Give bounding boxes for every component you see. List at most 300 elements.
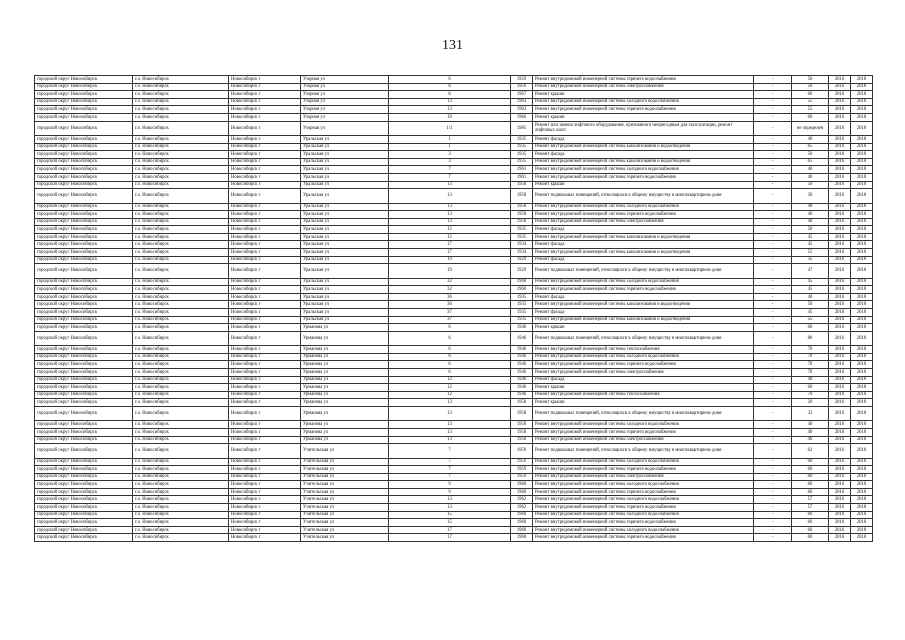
cell-dash: -: [754, 331, 792, 345]
table-row: [35, 519, 873, 527]
cell-year-end: 2018: [851, 473, 873, 481]
cell-work-type: Ремонт внутридомовой инженерной системы холодного водоснабжения: [533, 203, 754, 211]
cell-area-value: 50: [792, 151, 829, 159]
table-row: [35, 331, 873, 345]
cell-area-value: 20: [792, 399, 829, 407]
cell-municipality: г.о. Новосибирск: [133, 331, 229, 345]
cell-year-start: 2016: [829, 278, 851, 286]
cell-year-end: 2018: [851, 444, 873, 458]
cell-city: Новосибирск г: [229, 458, 301, 466]
cell-year-start: 2016: [829, 324, 851, 332]
cell-year-built: 1959: [511, 466, 533, 474]
cell-district: городской округ Новосибирск: [35, 444, 133, 458]
cell-street: Уральская ул: [301, 241, 389, 249]
cell-street: Урманова ул: [301, 353, 389, 361]
cell-district: городской округ Новосибирск: [35, 526, 133, 534]
cell-work-type: Ремонт крыши: [533, 113, 754, 121]
cell-district: городской округ Новосибирск: [35, 324, 133, 332]
cell-street: Уральская ул: [301, 151, 389, 159]
cell-area-value: 50: [792, 226, 829, 234]
cell-street: Урманова ул: [301, 406, 389, 420]
cell-year-start: 2016: [829, 346, 851, 354]
cell-municipality: г.о. Новосибирск: [133, 91, 229, 99]
cell-year-end: 2018: [851, 113, 873, 121]
cell-dash: -: [754, 189, 792, 203]
cell-city: Новосибирск г: [229, 121, 301, 135]
table-row: [35, 458, 873, 466]
cell-municipality: г.о. Новосибирск: [133, 511, 229, 519]
cell-house-number: 6: [389, 361, 511, 369]
cell-area-value: 65: [792, 158, 829, 166]
cell-area-value: 40: [792, 376, 829, 384]
cell-street: Уральская ул: [301, 189, 389, 203]
table-row: [35, 504, 873, 512]
cell-street: Уральская ул: [301, 301, 389, 309]
cell-house-number: 17: [389, 526, 511, 534]
cell-dash: -: [754, 511, 792, 519]
cell-year-start: 2016: [829, 226, 851, 234]
cell-house-number: 6: [389, 353, 511, 361]
cell-year-built: 1935: [511, 151, 533, 159]
cell-street: Урманова ул: [301, 368, 389, 376]
cell-municipality: г.о. Новосибирск: [133, 189, 229, 203]
cell-district: городской округ Новосибирск: [35, 233, 133, 241]
cell-work-type: Ремонт внутридомовой инженерной системы горячего водоснабжения: [533, 534, 754, 542]
cell-dash: -: [754, 534, 792, 542]
cell-work-type: Ремонт внутридомовой инженерной системы холодного водоснабжения: [533, 278, 754, 286]
cell-year-end: 2018: [851, 166, 873, 174]
table-row: [35, 309, 873, 317]
cell-area-value: 60: [792, 481, 829, 489]
cell-street: Уральская ул: [301, 316, 389, 324]
cell-municipality: г.о. Новосибирск: [133, 444, 229, 458]
cell-year-end: 2018: [851, 466, 873, 474]
cell-year-built: 1959: [511, 76, 533, 84]
cell-district: городской округ Новосибирск: [35, 241, 133, 249]
cell-municipality: г.о. Новосибирск: [133, 346, 229, 354]
table-row: [35, 203, 873, 211]
cell-dash: -: [754, 106, 792, 114]
cell-area-value: 35: [792, 256, 829, 264]
cell-city: Новосибирск г: [229, 346, 301, 354]
cell-dash: -: [754, 203, 792, 211]
cell-city: Новосибирск г: [229, 391, 301, 399]
cell-city: Новосибирск г: [229, 256, 301, 264]
cell-district: городской округ Новосибирск: [35, 181, 133, 189]
cell-city: Новосибирск г: [229, 511, 301, 519]
cell-year-end: 2018: [851, 249, 873, 257]
cell-street: Учительская ул: [301, 488, 389, 496]
cell-area-value: 57: [792, 496, 829, 504]
cell-year-built: 1935: [511, 226, 533, 234]
cell-municipality: г.о. Новосибирск: [133, 368, 229, 376]
cell-year-start: 2016: [829, 368, 851, 376]
cell-work-type: Ремонт фасада: [533, 241, 754, 249]
cell-district: городской округ Новосибирск: [35, 135, 133, 143]
cell-dash: -: [754, 241, 792, 249]
cell-street: Уральская ул: [301, 181, 389, 189]
cell-dash: -: [754, 293, 792, 301]
cell-municipality: г.о. Новосибирск: [133, 293, 229, 301]
cell-year-end: 2018: [851, 226, 873, 234]
cell-year-built: 1935: [511, 158, 533, 166]
cell-street: Узорная ул: [301, 91, 389, 99]
cell-dash: -: [754, 218, 792, 226]
cell-district: городской округ Новосибирск: [35, 421, 133, 429]
cell-work-type: Ремонт внутридомовой инженерной системы теплоснабжения: [533, 346, 754, 354]
cell-city: Новосибирск г: [229, 98, 301, 106]
cell-year-end: 2018: [851, 121, 873, 135]
cell-street: Урманова ул: [301, 421, 389, 429]
table-row: [35, 481, 873, 489]
cell-municipality: г.о. Новосибирск: [133, 361, 229, 369]
cell-year-end: 2018: [851, 241, 873, 249]
cell-house-number: 6: [389, 83, 511, 91]
cell-year-end: 2018: [851, 481, 873, 489]
table-row: [35, 264, 873, 278]
table-row: [35, 98, 873, 106]
table-row: [35, 121, 873, 135]
cell-house-number: 6: [389, 346, 511, 354]
cell-street: Учительская ул: [301, 496, 389, 504]
cell-year-start: 2016: [829, 173, 851, 181]
cell-city: Новосибирск г: [229, 534, 301, 542]
cell-area-value: 70: [792, 353, 829, 361]
table-row: [35, 189, 873, 203]
cell-work-type: Ремонт фасада: [533, 376, 754, 384]
cell-area-value: 40: [792, 135, 829, 143]
cell-year-end: 2018: [851, 218, 873, 226]
cell-area-value: 40: [792, 211, 829, 219]
cell-year-start: 2016: [829, 406, 851, 420]
cell-year-end: 2018: [851, 143, 873, 151]
cell-dash: -: [754, 301, 792, 309]
cell-year-end: 2018: [851, 316, 873, 324]
cell-work-type: Ремонт крыши: [533, 399, 754, 407]
cell-district: городской округ Новосибирск: [35, 481, 133, 489]
cell-area-value: 40: [792, 436, 829, 444]
cell-house-number: 36: [389, 293, 511, 301]
cell-work-type: Ремонт внутридомовой инженерной системы горячего водоснабжения: [533, 488, 754, 496]
cell-dash: -: [754, 233, 792, 241]
cell-city: Новосибирск г: [229, 444, 301, 458]
cell-work-type: Ремонт внутридомовой инженерной системы горячего водоснабжения: [533, 361, 754, 369]
cell-house-number: 37: [389, 316, 511, 324]
cell-district: городской округ Новосибирск: [35, 496, 133, 504]
cell-area-value: 60: [792, 519, 829, 527]
table-row: [35, 286, 873, 294]
cell-area-value: 70: [792, 368, 829, 376]
cell-municipality: г.о. Новосибирск: [133, 121, 229, 135]
cell-municipality: г.о. Новосибирск: [133, 466, 229, 474]
cell-house-number: 13: [389, 428, 511, 436]
cell-municipality: г.о. Новосибирск: [133, 76, 229, 84]
cell-street: Узорная ул: [301, 106, 389, 114]
cell-year-end: 2018: [851, 181, 873, 189]
cell-year-start: 2016: [829, 353, 851, 361]
cell-year-built: 1961: [511, 166, 533, 174]
cell-dash: -: [754, 384, 792, 392]
cell-dash: -: [754, 76, 792, 84]
table-row: [35, 526, 873, 534]
table-row: [35, 301, 873, 309]
cell-municipality: г.о. Новосибирск: [133, 421, 229, 429]
table-row: [35, 256, 873, 264]
cell-dash: -: [754, 173, 792, 181]
cell-district: городской округ Новосибирск: [35, 519, 133, 527]
table-row: [35, 473, 873, 481]
cell-year-end: 2018: [851, 376, 873, 384]
cell-year-built: 1960: [511, 519, 533, 527]
cell-district: городской округ Новосибирск: [35, 211, 133, 219]
cell-district: городской округ Новосибирск: [35, 384, 133, 392]
cell-year-built: 1946: [511, 368, 533, 376]
cell-area-value: 50: [792, 83, 829, 91]
cell-dash: -: [754, 211, 792, 219]
cell-area-value: 45: [792, 286, 829, 294]
cell-district: городской округ Новосибирск: [35, 189, 133, 203]
cell-dash: -: [754, 346, 792, 354]
cell-year-built: 1946: [511, 324, 533, 332]
cell-municipality: г.о. Новосибирск: [133, 488, 229, 496]
cell-year-end: 2018: [851, 106, 873, 114]
cell-dash: -: [754, 309, 792, 317]
cell-year-start: 2016: [829, 361, 851, 369]
table-row: [35, 151, 873, 159]
cell-year-built: 1963: [511, 106, 533, 114]
cell-street: Уральская ул: [301, 309, 389, 317]
cell-year-built: 1960: [511, 481, 533, 489]
cell-city: Новосибирск г: [229, 353, 301, 361]
table-row: [35, 316, 873, 324]
cell-work-type: Ремонт внутридомовой инженерной системы горячего водоснабжения: [533, 466, 754, 474]
cell-street: Учительская ул: [301, 534, 389, 542]
cell-district: городской округ Новосибирск: [35, 353, 133, 361]
cell-district: городской округ Новосибирск: [35, 106, 133, 114]
cell-year-end: 2018: [851, 173, 873, 181]
cell-area-value: 40: [792, 428, 829, 436]
cell-district: городской округ Новосибирск: [35, 391, 133, 399]
cell-year-start: 2016: [829, 135, 851, 143]
cell-dash: -: [754, 496, 792, 504]
cell-work-type: Ремонт внутридомовой инженерной системы холодного водоснабжения: [533, 353, 754, 361]
capital-repair-table: [34, 75, 873, 542]
cell-city: Новосибирск г: [229, 211, 301, 219]
cell-district: городской округ Новосибирск: [35, 98, 133, 106]
cell-area-value: 60: [792, 526, 829, 534]
cell-work-type: Ремонт внутридомовой инженерной системы холодного водоснабжения: [533, 511, 754, 519]
cell-dash: -: [754, 473, 792, 481]
cell-city: Новосибирск г: [229, 376, 301, 384]
cell-year-start: 2016: [829, 421, 851, 429]
cell-city: Новосибирск г: [229, 368, 301, 376]
cell-dash: -: [754, 504, 792, 512]
cell-year-start: 2016: [829, 151, 851, 159]
cell-year-end: 2018: [851, 83, 873, 91]
cell-year-end: 2018: [851, 504, 873, 512]
cell-house-number: 13: [389, 98, 511, 106]
table-row: [35, 181, 873, 189]
cell-year-end: 2018: [851, 256, 873, 264]
table-row: [35, 488, 873, 496]
cell-year-start: 2016: [829, 106, 851, 114]
table-row: [35, 384, 873, 392]
cell-year-start: 2016: [829, 391, 851, 399]
cell-area-value: 60: [792, 511, 829, 519]
cell-year-built: 1946: [511, 391, 533, 399]
cell-city: Новосибирск г: [229, 324, 301, 332]
cell-year-start: 2016: [829, 384, 851, 392]
cell-year-start: 2016: [829, 83, 851, 91]
cell-work-type: Ремонт внутридомовой инженерной системы горячего водоснабжения: [533, 106, 754, 114]
cell-area-value: 30: [792, 189, 829, 203]
cell-work-type: Ремонт внутридомовой инженерной системы канализования и водоотведения: [533, 143, 754, 151]
cell-street: Урманова ул: [301, 346, 389, 354]
cell-house-number: 12: [389, 376, 511, 384]
cell-area-value: 60: [792, 534, 829, 542]
cell-municipality: г.о. Новосибирск: [133, 534, 229, 542]
cell-year-start: 2016: [829, 293, 851, 301]
table-row: [35, 249, 873, 257]
cell-area-value: 60: [792, 458, 829, 466]
cell-year-built: 1946: [511, 346, 533, 354]
cell-area-value: 45: [792, 309, 829, 317]
cell-work-type: Ремонт внутридомовой инженерной системы холодного водоснабжения: [533, 98, 754, 106]
table-row: [35, 346, 873, 354]
cell-municipality: г.о. Новосибирск: [133, 241, 229, 249]
cell-district: городской округ Новосибирск: [35, 473, 133, 481]
cell-municipality: г.о. Новосибирск: [133, 203, 229, 211]
cell-house-number: 12: [389, 391, 511, 399]
cell-district: городской округ Новосибирск: [35, 83, 133, 91]
cell-work-type: Ремонт внутридомовой инженерной системы горячего водоснабжения: [533, 76, 754, 84]
cell-municipality: г.о. Новосибирск: [133, 233, 229, 241]
cell-district: городской округ Новосибирск: [35, 76, 133, 84]
cell-house-number: 7: [389, 173, 511, 181]
cell-year-built: 1959: [511, 458, 533, 466]
cell-municipality: г.о. Новосибирск: [133, 473, 229, 481]
cell-street: Урманова ул: [301, 324, 389, 332]
cell-year-built: 1929: [511, 256, 533, 264]
cell-district: городской округ Новосибирск: [35, 256, 133, 264]
cell-city: Новосибирск г: [229, 151, 301, 159]
cell-year-start: 2016: [829, 76, 851, 84]
cell-year-start: 2016: [829, 526, 851, 534]
cell-dash: -: [754, 353, 792, 361]
cell-city: Новосибирск г: [229, 436, 301, 444]
cell-municipality: г.о. Новосибирск: [133, 181, 229, 189]
cell-district: городской округ Новосибирск: [35, 309, 133, 317]
cell-municipality: г.о. Новосибирск: [133, 384, 229, 392]
cell-street: Узорная ул: [301, 83, 389, 91]
cell-year-end: 2018: [851, 436, 873, 444]
cell-area-value: 45: [792, 278, 829, 286]
cell-street: Уральская ул: [301, 173, 389, 181]
cell-dash: -: [754, 368, 792, 376]
cell-municipality: г.о. Новосибирск: [133, 278, 229, 286]
cell-dash: -: [754, 135, 792, 143]
cell-city: Новосибирск г: [229, 504, 301, 512]
cell-city: Новосибирск г: [229, 384, 301, 392]
table-row: [35, 353, 873, 361]
table-row: [35, 444, 873, 458]
cell-year-built: 1946: [511, 376, 533, 384]
table-row: [35, 534, 873, 542]
cell-year-end: 2018: [851, 91, 873, 99]
cell-district: городской округ Новосибирск: [35, 91, 133, 99]
cell-house-number: 13: [389, 421, 511, 429]
cell-district: городской округ Новосибирск: [35, 436, 133, 444]
cell-area-value: 33: [792, 406, 829, 420]
cell-year-end: 2018: [851, 324, 873, 332]
cell-dash: -: [754, 406, 792, 420]
cell-house-number: 6: [389, 324, 511, 332]
cell-year-end: 2018: [851, 203, 873, 211]
cell-area-value: 60: [792, 466, 829, 474]
table-row: [35, 226, 873, 234]
cell-year-end: 2018: [851, 458, 873, 466]
cell-area-value: не определен: [792, 121, 829, 135]
cell-district: городской округ Новосибирск: [35, 203, 133, 211]
table-row: [35, 361, 873, 369]
cell-street: Узорная ул: [301, 113, 389, 121]
cell-municipality: г.о. Новосибирск: [133, 83, 229, 91]
cell-house-number: 8: [389, 91, 511, 99]
cell-city: Новосибирск г: [229, 226, 301, 234]
cell-house-number: 32: [389, 286, 511, 294]
cell-year-end: 2018: [851, 519, 873, 527]
cell-house-number: 37: [389, 309, 511, 317]
cell-year-start: 2016: [829, 143, 851, 151]
cell-dash: -: [754, 113, 792, 121]
cell-work-type: Ремонт внутридомовой инженерной системы холодного водоснабжения: [533, 481, 754, 489]
cell-dash: -: [754, 324, 792, 332]
cell-year-start: 2016: [829, 519, 851, 527]
cell-year-end: 2018: [851, 511, 873, 519]
cell-work-type: Ремонт подвальных помещений, относящихся к общему имуществу в многоквартирном доме: [533, 444, 754, 458]
cell-year-end: 2018: [851, 331, 873, 345]
cell-year-built: 1935: [511, 135, 533, 143]
cell-year-built: 1985: [511, 121, 533, 135]
cell-house-number: 32: [389, 278, 511, 286]
cell-municipality: г.о. Новосибирск: [133, 316, 229, 324]
cell-year-built: 1935: [511, 316, 533, 324]
cell-area-value: 70: [792, 346, 829, 354]
cell-district: городской округ Новосибирск: [35, 166, 133, 174]
cell-year-built: 1958: [511, 436, 533, 444]
cell-city: Новосибирск г: [229, 331, 301, 345]
table-row: [35, 83, 873, 91]
cell-street: Учительская ул: [301, 519, 389, 527]
cell-house-number: 7: [389, 166, 511, 174]
cell-city: Новосибирск г: [229, 106, 301, 114]
cell-year-built: 1935: [511, 309, 533, 317]
cell-house-number: 7: [389, 473, 511, 481]
cell-district: городской округ Новосибирск: [35, 428, 133, 436]
cell-year-built: 1960: [511, 534, 533, 542]
cell-year-built: 1967: [511, 91, 533, 99]
table-row: [35, 391, 873, 399]
cell-street: Уральская ул: [301, 233, 389, 241]
cell-year-start: 2016: [829, 249, 851, 257]
cell-year-end: 2018: [851, 488, 873, 496]
cell-dash: -: [754, 151, 792, 159]
cell-year-start: 2016: [829, 488, 851, 496]
cell-district: городской округ Новосибирск: [35, 121, 133, 135]
cell-year-end: 2018: [851, 384, 873, 392]
cell-municipality: г.о. Новосибирск: [133, 428, 229, 436]
cell-street: Учительская ул: [301, 444, 389, 458]
